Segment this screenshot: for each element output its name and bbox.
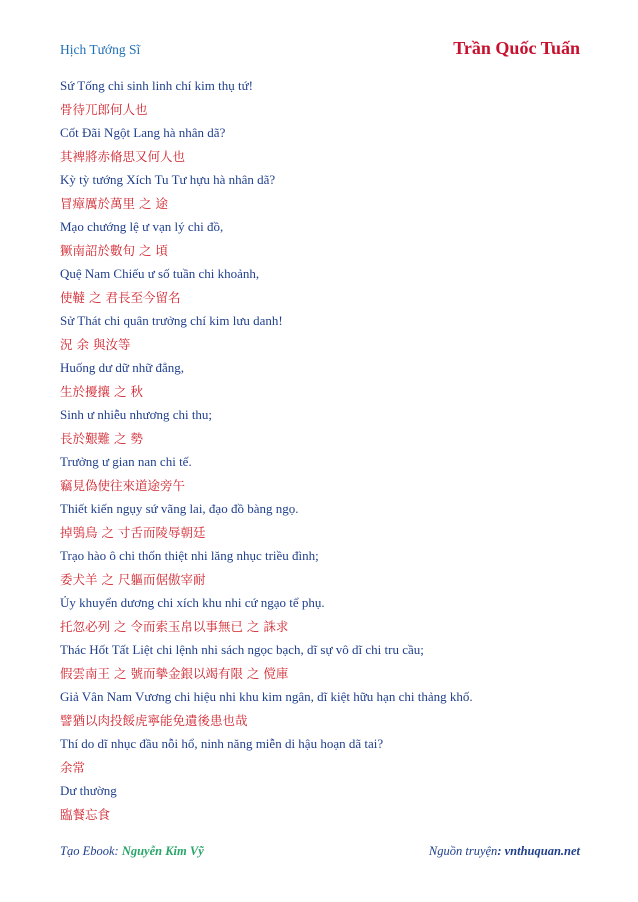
han-text-line: 托忽必列 之 令而索玉帛以事無已 之 誅求	[60, 618, 289, 634]
han-text-line: 掉鴞鳥 之 寸舌而陵辱朝廷	[60, 524, 206, 540]
author-name: Trần Quốc Tuấn	[453, 38, 580, 58]
source-credit	[429, 844, 580, 859]
poem-body	[60, 74, 580, 826]
han-text-line: 長於艱難 之 勢	[60, 430, 143, 446]
ebook-credit-separator: :	[114, 844, 122, 858]
vietnamese-text-line: Dư thường	[60, 783, 117, 798]
han-text-line: 冒瘴厲於萬里 之 途	[60, 195, 168, 211]
han-text-line: 骨待兀郎何人也	[60, 101, 148, 117]
han-text-line: 況 余 與汝等	[60, 336, 131, 352]
vietnamese-text-line: Sứ Tống chi sinh linh chí kim thụ tứ!	[60, 78, 253, 93]
han-text-line: 其裨將赤脩思又何人也	[60, 148, 186, 164]
vietnamese-text-line: Giả Vân Nam Vương chi hiệu nhi khu kim ngân, dĩ kiệt hữu hạn chi thảng khố.	[60, 689, 473, 704]
vietnamese-text-line: Cốt Đãi Ngột Lang hà nhân dã?	[60, 125, 226, 140]
han-text-line: 獗南詔於數旬 之 頃	[60, 242, 168, 258]
vietnamese-text-line: Kỳ tỳ tướng Xích Tu Tư hựu hà nhân dã?	[60, 172, 276, 187]
ebook-credit-label: Tạo Ebook	[60, 844, 115, 858]
vietnamese-text-line: Trạo hào ô chi thốn thiệt nhi lăng nhục triều đình;	[60, 548, 319, 563]
han-text-line: 譬猶以肉投餒虎寧能免遺後患也哉	[60, 712, 248, 728]
source-site-name: vnthuquan.net	[504, 844, 580, 858]
vietnamese-text-line: Sinh ư nhiễu nhương chi thu;	[60, 407, 213, 422]
vietnamese-text-line: Quệ Nam Chiếu ư số tuần chi khoảnh,	[60, 266, 260, 281]
vietnamese-text-line: Sử Thát chi quân trưởng chí kim lưu danh!	[60, 313, 283, 328]
page-footer	[60, 844, 580, 864]
document-title: Hịch Tướng Sĩ	[60, 42, 141, 57]
vietnamese-text-line: Trưởng ư gian nan chi tế.	[60, 454, 192, 469]
vietnamese-text-line: Thiết kiến ngụy sứ vãng lai, đạo đồ bàng ngọ.	[60, 501, 299, 516]
vietnamese-text-line: Thí do dĩ nhục đầu nỗi hổ, ninh năng miễn di hậu hoạn dã tai?	[60, 736, 384, 751]
page-header	[60, 38, 580, 62]
ebook-credit	[60, 844, 204, 859]
ebook-creator-name: Nguyễn Kim Vỹ	[121, 844, 204, 858]
vietnamese-text-line: Ủy khuyển dương chi xích khu nhi cứ ngạo tể phụ.	[60, 595, 325, 610]
vietnamese-text-line: Mạo chướng lệ ư vạn lý chi đồ,	[60, 219, 224, 234]
han-text-line: 委犬羊 之 尺軀而倨傲宰耐	[60, 571, 206, 587]
han-text-line: 使韃 之 君長至今留名	[60, 289, 181, 305]
vietnamese-text-line: Huống dư dữ nhữ đẳng,	[60, 360, 185, 375]
vietnamese-text-line: Thác Hốt Tất Liệt chi lệnh nhi sách ngọc bạch, dĩ sự vô dĩ chi tru cầu;	[60, 642, 424, 657]
han-text-line: 竊見偽使往來道途旁午	[60, 477, 186, 493]
han-text-line: 生於擾攘 之 秋	[60, 383, 143, 399]
han-text-line: 余常	[60, 759, 86, 775]
source-credit-label: Nguồn truyện	[428, 844, 498, 858]
source-credit-separator: :	[497, 844, 505, 858]
han-text-line: 假雲南王 之 號而摰金銀以竭有限 之 傥庫	[60, 665, 289, 681]
han-text-line: 臨餐忘食	[60, 806, 111, 822]
